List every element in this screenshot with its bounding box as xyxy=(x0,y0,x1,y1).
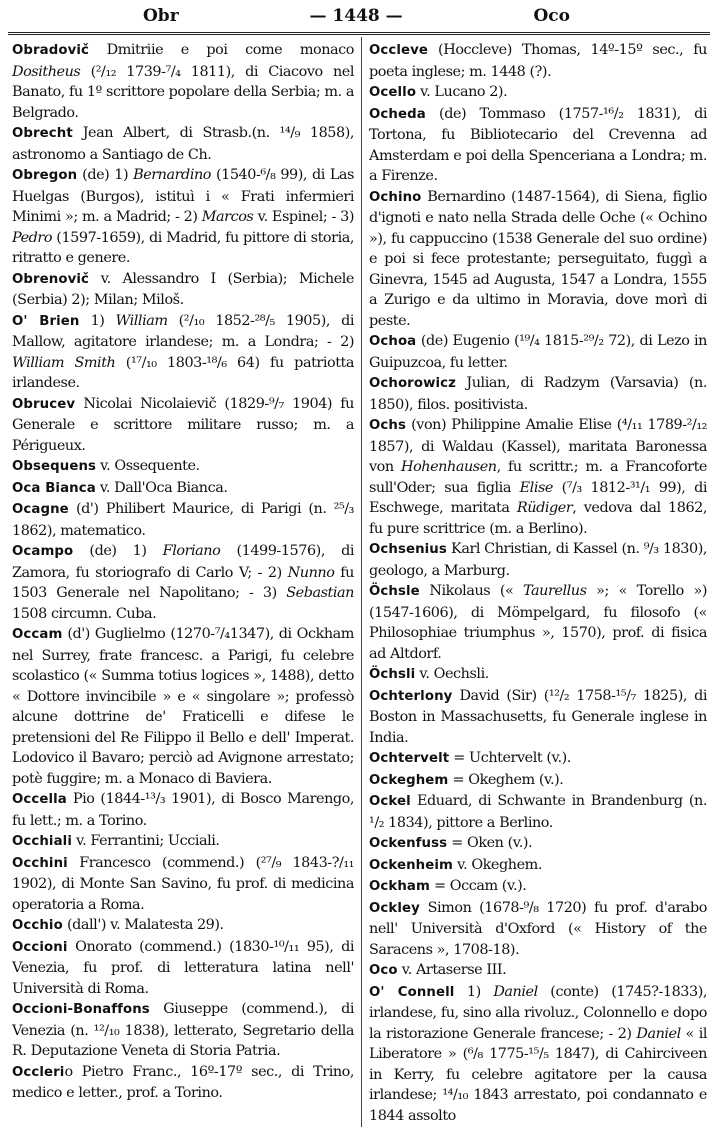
entry-italic-text: Daniel xyxy=(636,1025,681,1042)
entry-text: (von) Philippine Amalie Elise (⁴/₁₁ 1789-²/₁₂ 1857), di Waldau (Kassel), maritata Baronessa von xyxy=(369,417,707,475)
page-header xyxy=(8,2,710,30)
entry-text: Jean Albert, di Strasb.(n. ¹⁴/₉ 1858), astronomo a Santiago de Ch. xyxy=(12,125,354,163)
dictionary-entry xyxy=(369,373,707,415)
dictionary-entry xyxy=(369,770,707,792)
dictionary-entry xyxy=(12,165,354,269)
dictionary-entry xyxy=(369,833,707,855)
entry-text: (de) 1) xyxy=(73,543,163,559)
entry-headword: Ochtervelt xyxy=(369,751,450,766)
dictionary-entry xyxy=(12,456,354,478)
entry-italic-text: Daniel xyxy=(493,983,538,1000)
dictionary-entry xyxy=(369,539,707,581)
entry-italic-text: Sebastian xyxy=(286,585,354,601)
entry-text: (1540-⁶/₈ 99), di Las Huelgas (Burgos), istituì i « Frati infermieri Minimi »; m. a Madrid; - 2) xyxy=(12,167,354,225)
entry-text: Eduard, di Schwante in Brandenburg (n. ¹/₂ 1834), pittore a Berlino. xyxy=(369,793,707,831)
entry-text: , fu scrittr.; m. a Francoforte sull'Oder; sua figlia xyxy=(369,459,707,496)
entry-headword: Occioni xyxy=(12,939,68,955)
entry-italic-text: Marcos xyxy=(201,209,254,225)
dictionary-entry xyxy=(369,104,707,187)
dictionary-entry xyxy=(369,748,707,770)
entry-headword: Öchsli xyxy=(369,667,416,682)
entry-text: v. Lucano 2). xyxy=(416,84,508,100)
entry-headword: Occhiali xyxy=(12,834,72,849)
entry-text: v. Espinel; - 3) xyxy=(253,209,354,225)
entry-headword: Occam xyxy=(12,627,63,642)
entry-headword: Ochterlony xyxy=(369,688,453,704)
entry-headword: Obrucev xyxy=(12,396,76,412)
entry-italic-text: Elise xyxy=(519,479,553,496)
entry-text: Nikolaus (« xyxy=(419,583,523,599)
entry-headword: Occhini xyxy=(12,855,68,871)
dictionary-entry xyxy=(369,82,707,104)
entry-text: 1) xyxy=(79,312,116,329)
entry-headword: Ochoa xyxy=(369,334,417,349)
dictionary-entry xyxy=(12,999,354,1062)
entry-italic-text: Dositheus xyxy=(12,63,81,80)
entry-text: 1508 circumn. Cuba. xyxy=(12,605,157,622)
header-right-guideword: Oco xyxy=(533,6,570,26)
entry-italic-text: Nunno xyxy=(287,564,335,581)
entry-text: Pio (1844-¹³/₃ 1901), di Bosco Marengo, fu lett.; m. a Torino. xyxy=(12,791,354,829)
dictionary-entry xyxy=(12,311,354,394)
page-number: — 1448 — xyxy=(309,6,403,26)
entry-text: « il Liberatore » (⁶/₈ 1775-¹⁵/₅ 1847), di Cahirciveen in Kerry, fu celebre agitatore per la causa irlandese; ¹⁴/₁₀ 1843 arrestato, poi condannato e 1844 assolto xyxy=(369,1025,707,1124)
entry-headword: Occleve xyxy=(369,43,429,58)
entry-text: (d') Guglielmo (1270-⁷/₄1347), di Ockham nel Surrey, frate francesc. a Parigi, fu celebre scolastico (« Summa totius logices », 1488), detto « Dottore invincibile » e « singolare »; professò alcune dottrine de' Fraticelli e difese le pretensioni del Re Filippo il Bello e dell' Imperat. Lodovico il Bavaro; perciò ad Avignone arrestato; potè fuggire; m. a Monaco di Baviera. xyxy=(12,626,354,787)
entry-text: (conte) (1745?-1833), irlandese, fu, sino alla rivoluz., Colonnello e dopo la ristorazione Generale francese; - 2) xyxy=(369,983,707,1042)
entry-text: = Oken (v.). xyxy=(447,835,533,851)
dictionary-entry xyxy=(369,331,707,373)
entry-headword: Occella xyxy=(12,792,67,807)
entry-text: Nicolai Nicolaievič (1829-⁹/₇ 1904) fu Generale e scrittore militare russo; m. a Périgueux. xyxy=(12,395,354,454)
entry-headword: Ocampo xyxy=(12,544,74,559)
dictionary-entry xyxy=(369,686,707,749)
entry-headword: Occioni-Bonaffons xyxy=(12,1002,150,1017)
dictionary-entry xyxy=(369,187,707,332)
dictionary-entry xyxy=(12,123,354,165)
entry-text: v. Dall'Oca Bianca. xyxy=(95,479,228,496)
entry-text: Francesco (commend.) (²⁷/₉ 1843-?/₁₁ 1902), di Monte San Savino, fu prof. di medicina operatoria a Roma. xyxy=(12,854,354,913)
dictionary-entry xyxy=(369,876,707,898)
dictionary-entry xyxy=(369,982,707,1127)
dictionary-entry xyxy=(369,960,707,982)
entry-text: Giuseppe (commend.), di Venezia (n. ¹²/₁₀ 1838), letterato, Segretario della R. Deputazione Veneta di Storia Patria. xyxy=(12,1001,354,1059)
entry-text: (1597-1659), di Madrid, fu pittore di storia, ritratto e genere. xyxy=(12,229,354,266)
entry-italic-text: Pedro xyxy=(12,229,53,246)
dictionary-entry xyxy=(369,791,707,833)
entry-headword: Ockley xyxy=(369,900,420,916)
dictionary-entry xyxy=(12,937,354,1000)
entry-text: v. Oechsli. xyxy=(415,666,489,682)
entry-text: , vedova dal 1862, fu pure scrittrice (m. a Berlino). xyxy=(369,500,707,537)
entry-headword: Obrenovič xyxy=(12,271,90,287)
dictionary-entry xyxy=(369,898,707,961)
entry-text: (dall') v. Malatesta 29). xyxy=(62,917,224,933)
entry-text: Dmitriie e poi come monaco xyxy=(89,42,354,58)
entry-italic-text: Floriano xyxy=(162,543,221,559)
entry-headword: Ochorowicz xyxy=(369,376,456,391)
entry-headword: Ochsenius xyxy=(369,542,447,557)
entry-italic-text: Hohenhausen xyxy=(400,459,497,475)
dictionary-entry xyxy=(369,581,707,664)
header-rule xyxy=(8,32,710,35)
entry-text: = Okeghem (v.). xyxy=(448,771,564,788)
left-column xyxy=(12,40,354,1130)
dictionary-entry xyxy=(12,853,354,916)
entry-headword: Ocagne xyxy=(12,502,69,517)
dictionary-entry xyxy=(12,478,354,500)
entry-text: Bernardino (1487-1564), di Siena, figlio d'ignoti e nato nella Strada delle Oche (« Ochino »), fu cappuccino (1538 Generale del suo ordine) e poi si fece protestante; perseguitato, fuggì a Ginevra, 1545 ad Augusta, 1547 a Londra, 1555 a Zurigo e da ultimo in Moravia, dove morì di peste. xyxy=(369,188,707,329)
dictionary-entry xyxy=(12,269,354,311)
header-left-guideword: Obr xyxy=(143,6,179,26)
dictionary-entry xyxy=(12,1062,354,1104)
entry-headword: O' Connell xyxy=(369,984,455,1000)
entry-headword: Obradovič xyxy=(12,43,90,58)
entry-headword: Ochs xyxy=(369,418,406,433)
entry-headword: Oca Bianca xyxy=(12,480,96,496)
entry-text: David (Sir) (¹²/₂ 1758-¹⁵/₇ 1825), di Boston in Massachusetts, fu Generale inglese in India. xyxy=(369,687,707,746)
entry-text: (²/₁₀ 1852-²⁸/₅ 1905), di Mallow, agitatore irlandese; m. a Londra; - 2) xyxy=(12,312,354,350)
entry-text: v. Okeghem. xyxy=(452,856,542,873)
dictionary-entry xyxy=(12,915,354,937)
dictionary-entry xyxy=(369,664,707,686)
entry-text: o Pietro Franc., 16º-17º sec., di Trino, medico e letter., prof. a Torino. xyxy=(12,1063,354,1101)
dictionary-entry xyxy=(369,40,707,82)
entry-italic-text: Bernardino xyxy=(133,167,212,183)
entry-text: Simon (1678-⁹/₈ 1720) fu prof. d'arabo nell' Università d'Oxford (« History of the Saracens », 1708-18). xyxy=(369,899,707,958)
entry-headword: O' Brien xyxy=(12,313,80,329)
dictionary-entry xyxy=(12,789,354,831)
entry-headword: Ocheda xyxy=(369,106,426,122)
entry-headword: Ocello xyxy=(369,85,417,100)
entry-headword: Öchsle xyxy=(369,584,420,599)
entry-italic-text: William xyxy=(115,312,168,329)
entry-text: Karl Christian, di Kassel (n. ⁹/₃ 1830), geologo, a Marburg. xyxy=(369,541,707,579)
entry-text: (de) 1) xyxy=(77,167,134,183)
entry-text: 1) xyxy=(454,983,494,1000)
entry-headword: Ockham xyxy=(369,879,430,894)
entry-italic-text: Taurellus xyxy=(523,583,587,599)
dictionary-entry xyxy=(12,40,354,123)
entry-text: (1499-1576), di Zamora, fu storiografo di Carlo V; - 2) xyxy=(12,543,354,581)
entry-text: = Uchtervelt (v.). xyxy=(449,750,571,766)
entry-italic-text: William Smith xyxy=(12,354,116,371)
entry-text: Julian, di Radzym (Varsavia) (n. 1850), filos. positivista. xyxy=(369,375,707,413)
entry-text: v. Alessandro I (Serbia); Michele (Serbia) 2); Milan; Miloš. xyxy=(12,270,354,308)
dictionary-entry xyxy=(12,394,354,457)
entry-italic-text: Rüdiger xyxy=(516,500,573,516)
entry-text: Onorato (commend.) (1830-¹⁰/₁₁ 95), di Venezia, fu prof. di letteratura latina nell' Università di Roma. xyxy=(12,938,354,997)
entry-headword: Occleri xyxy=(12,1064,65,1080)
entry-text: (de) Tommaso (1757-¹⁶/₂ 1831), di Tortona, fu Bibliotecario del Crevenna ad Amsterdam e poi della Spenceriana a Londra; m. a Firenze. xyxy=(369,105,707,184)
entry-text: = Occam (v.). xyxy=(429,878,527,894)
entry-text: v. Artaserse III. xyxy=(397,962,507,978)
entry-headword: Ockenheim xyxy=(369,857,453,873)
entry-text: (d') Philibert Maurice, di Parigi (n. ²⁵/₃ 1862), matematico. xyxy=(12,501,354,539)
entry-headword: Oco xyxy=(369,963,398,978)
entry-text: (¹⁷/₁₀ 1803-¹⁸/₆ 64) fu patriotta irlandese. xyxy=(12,354,354,391)
entry-text: (²/₁₂ 1739-⁷/₄ 1811), di Ciacovo nel Banato, fu 1º scrittore popolare della Serbia; m. a Belgrado. xyxy=(12,63,354,121)
entry-headword: Ockel xyxy=(369,794,411,809)
dictionary-entry xyxy=(12,541,354,624)
entry-headword: Obsequens xyxy=(12,459,97,474)
dictionary-entry xyxy=(12,831,354,853)
entry-headword: Occhio xyxy=(12,918,63,933)
entry-headword: Obrecht xyxy=(12,126,73,141)
right-column xyxy=(369,40,707,1130)
dictionary-entry xyxy=(369,415,707,539)
entry-text: fu 1503 Generale nel Napolitano; - 3) xyxy=(12,564,354,601)
dictionary-entry xyxy=(12,499,354,541)
entry-text: »; « Torello ») (1547-1606), di Mömpelgard, fu filosofo (« Philosophiae triumphus », 1570), prof. di fisica ad Altdorf. xyxy=(369,583,707,662)
entry-text: (⁷/₃ 1812-³¹/₁ 99), di Eschwege, maritata xyxy=(369,479,707,516)
entry-text: (Hoccleve) Thomas, 14º-15º sec., fu poeta inglese; m. 1448 (?). xyxy=(369,42,707,80)
entry-headword: Obregon xyxy=(12,168,78,183)
dictionary-entry xyxy=(12,624,354,789)
entry-headword: Ockeghem xyxy=(369,772,449,788)
entry-text: v. Ossequente. xyxy=(96,458,200,474)
column-divider xyxy=(361,37,362,1127)
entry-headword: Ockenfuss xyxy=(369,836,448,851)
entry-headword: Ochino xyxy=(369,189,422,205)
dictionary-entry xyxy=(369,855,707,877)
entry-text: v. Ferrantini; Ucciali. xyxy=(71,833,220,849)
entry-text: (de) Eugenio (¹⁹/₄ 1815-²⁹/₂ 72), di Lezo in Guipuzcoa, fu letter. xyxy=(369,333,707,371)
